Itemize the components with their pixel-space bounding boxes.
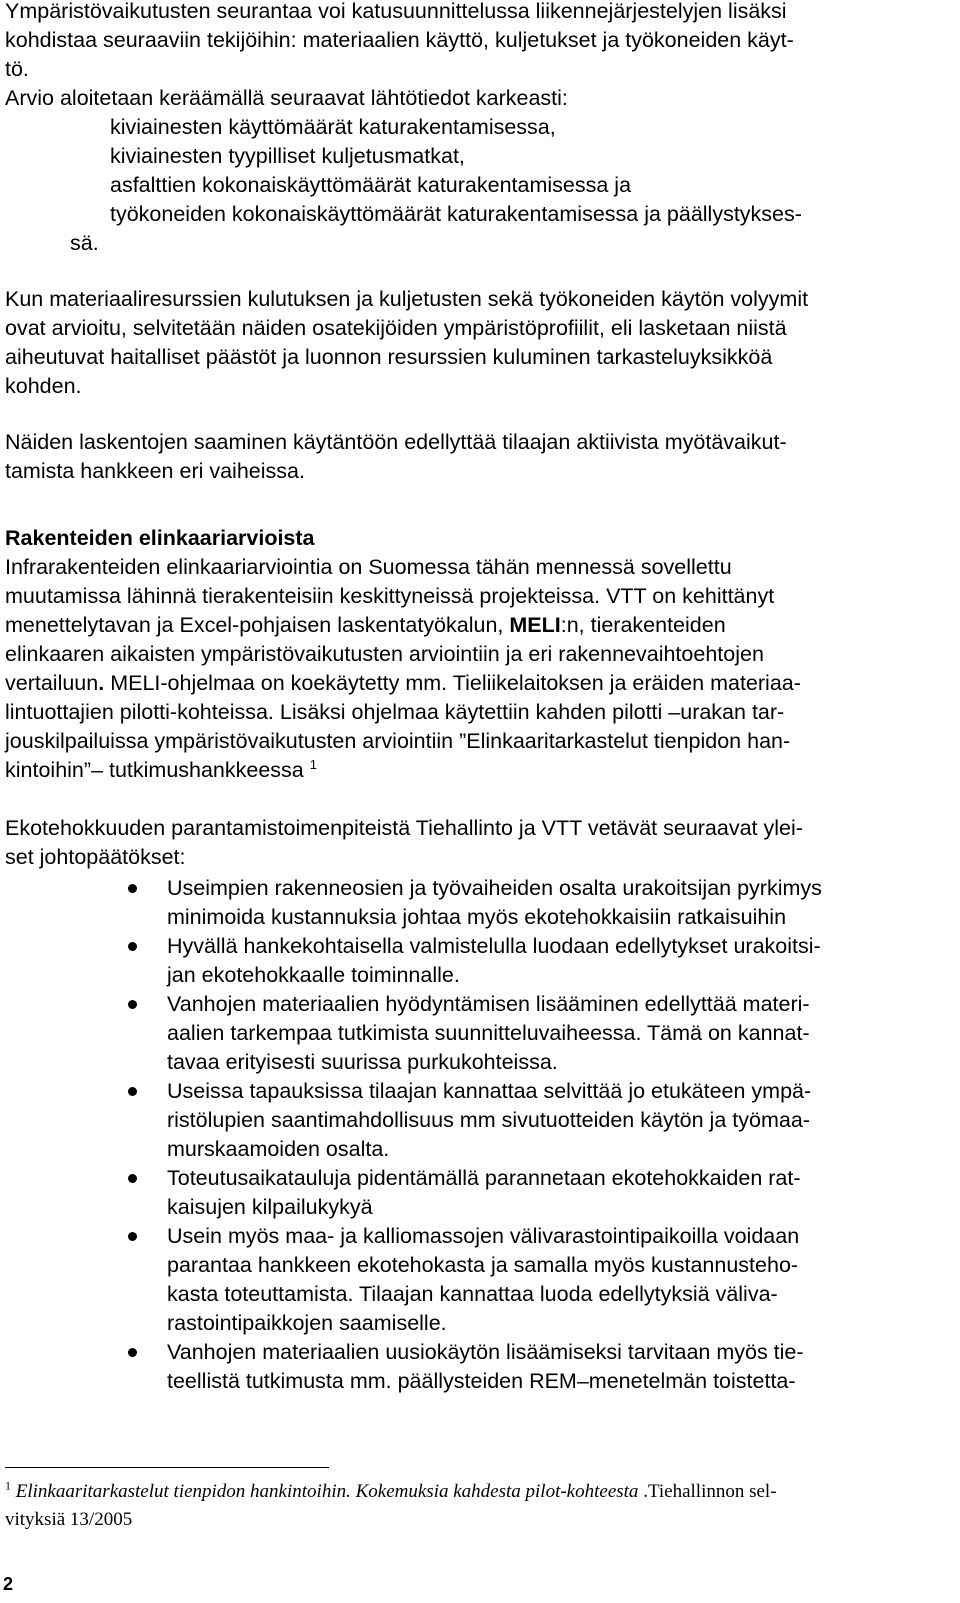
section-line: Infrarakenteiden elinkaariarviointia on Suomessa tähän mennessä sovellettu (5, 555, 732, 579)
footnote-title: Elinkaaritarkastelut tienpidon hankintoihin. Kokemuksia kahdesta pilot-kohteesta (15, 1481, 639, 1502)
inputs-list-item: työkoneiden kokonaiskäyttömäärät katurakentamisessa ja päällystykses- (110, 202, 802, 226)
bullet-icon (128, 884, 137, 893)
bullet-line: Vanhojen materiaalien uusiokäytön lisäämiseksi tarvitaan myös tie- (167, 1340, 804, 1364)
bullet-line: ristölupien saantimahdollisuus mm sivutuotteiden käytön ja työmaa- (167, 1108, 810, 1132)
footnote-rest: .Tiehallinnon sel- (638, 1481, 777, 1502)
para-client-line: tamista hankkeen eri vaiheissa. (5, 459, 305, 483)
intro-line-2: kohdistaa seuraaviin tekijöihin: materiaalien käyttö, kuljetukset ja työkoneiden käyt- (5, 28, 794, 52)
footnote (5, 1478, 940, 1534)
bullet-icon (128, 942, 137, 951)
section-text: MELI-ohjelmaa on koekäytetty mm. Tieliikelaitoksen ja eräiden materiaa- (104, 671, 801, 695)
bullet-line: jan ekotehokkaalle toiminnalle. (167, 963, 460, 987)
conclusion-bullet (0, 1222, 932, 1338)
bullet-line: Vanhojen materiaalien hyödyntämisen lisääminen edellyttää materi- (167, 992, 810, 1016)
conclusion-bullet (0, 1164, 932, 1222)
footnote-separator (5, 1467, 329, 1468)
bullet-line: kasta toteuttamista. Tilaajan kannattaa luoda edellytyksiä väliva- (167, 1282, 778, 1306)
bullet-line: Useimpien rakenneosien ja työvaiheiden osalta urakoitsijan pyrkimys (167, 876, 822, 900)
section-line: elinkaaren aikaisten ympäristövaikutusten arviointiin ja eri rakennevaihtoehtojen (5, 642, 764, 666)
bullet-icon (128, 1232, 137, 1241)
section-text: menettelytavan ja Excel-pohjaisen laskentatyökalun, (5, 613, 510, 637)
bullet-line: tavaa erityisesti suurissa purkukohteissa. (167, 1050, 558, 1074)
bullet-line: Hyvällä hankekohtaisella valmistelulla luodaan edellytykset urakoitsi- (167, 934, 821, 958)
conclusion-bullet (0, 874, 932, 932)
bullet-line: minimoida kustannuksia johtaa myös ekotehokkaisiin ratkaisuihin (167, 905, 787, 929)
bullet-line: teellistä tutkimusta mm. päällysteiden REM–menetelmän toistetta- (167, 1369, 796, 1393)
bullet-icon (128, 1087, 137, 1096)
bullet-line: aalien tarkempaa tutkimista suunnitteluvaiheessa. Tämä on kannat- (167, 1021, 810, 1045)
bullet-icon (128, 1174, 137, 1183)
bullet-icon (128, 1000, 137, 1009)
para-client-line: Näiden laskentojen saaminen käytäntöön edellyttää tilaajan aktiivista myötävaikut- (5, 430, 787, 454)
conclusions-bullet-list (0, 874, 960, 1396)
intro-line-1: Ympäristövaikutusten seurantaa voi katusuunnittelussa liikennejärjestelyjen lisäksi (5, 0, 787, 23)
bullet-line: murskaamoiden osalta. (167, 1137, 390, 1161)
bullet-line: rastointipaikkojen saamiselle. (167, 1311, 447, 1335)
section-line: muutamissa lähinnä tierakenteisiin keskittyneissä projekteissa. VTT on kehittänyt (5, 584, 775, 608)
conclusions-intro-line: Ekotehokkuuden parantamistoimenpiteistä Tiehallinto ja VTT vetävät seuraavat ylei- (5, 816, 803, 840)
bullet-line: parantaa hankkeen ekotehokasta ja samalla myös kustannusteho- (167, 1253, 799, 1277)
inputs-list-item-end: sä. (70, 231, 99, 255)
section-line-meli (5, 611, 940, 640)
inputs-list-item: kiviainesten tyypilliset kuljetusmatkat, (110, 144, 465, 168)
section-line: lintuottajien pilotti-kohteissa. Lisäksi ohjelmaa käytettiin kahden pilotti –urakan tar- (5, 700, 785, 724)
para-resources-line: Kun materiaaliresurssien kulutuksen ja kuljetusten sekä työkoneiden käytön volyymit (5, 287, 809, 311)
conclusions-intro-line: set johtopäätökset: (5, 845, 186, 869)
para-resources-line: ovat arvioitu, selvitetään näiden osatekijöiden ympäristöprofiilit, eli lasketaan niistä (5, 316, 787, 340)
section-heading: Rakenteiden elinkaariarvioista (5, 526, 315, 550)
conclusion-bullet (0, 932, 932, 990)
section-text: kintoihin”– tutkimushankkeessa (5, 758, 310, 782)
conclusion-bullet (0, 1338, 932, 1396)
intro-line-3: tö. (5, 57, 29, 81)
footnote-reference: 1 (309, 756, 317, 772)
conclusion-bullet (0, 990, 932, 1077)
inputs-list-item: kiviainesten käyttömäärät katurakentamisessa, (110, 115, 556, 139)
inputs-list-item: asfalttien kokonaiskäyttömäärät katurakentamisessa ja (110, 173, 632, 197)
intro-line-4: Arvio aloitetaan keräämällä seuraavat lähtötiedot karkeasti: (5, 86, 568, 110)
footnote-marker: 1 (5, 1478, 11, 1493)
section-line-footnote-ref (5, 756, 940, 785)
bullet-line: kaisujen kilpailukykyä (167, 1195, 373, 1219)
bullet-line: Useissa tapauksissa tilaajan kannattaa selvittää jo etukäteen ympä- (167, 1079, 812, 1103)
meli-name: MELI (509, 613, 561, 637)
section-text-bold-period: . (98, 671, 105, 695)
bullet-line: Usein myös maa- ja kalliomassojen välivarastointipaikoilla voidaan (167, 1224, 800, 1248)
para-resources-line: aiheutuvat haitalliset päästöt ja luonnon resurssien kuluminen tarkasteluyksikköä (5, 345, 773, 369)
conclusion-bullet (0, 1077, 932, 1164)
para-resources-line: kohden. (5, 374, 82, 398)
bullet-line: Toteutusaikatauluja pidentämällä parannetaan ekotehokkaiden rat- (167, 1166, 801, 1190)
section-text: vertailuun (5, 671, 99, 695)
section-line-comparison (5, 669, 940, 698)
page-number: 2 (3, 1574, 14, 1594)
bullet-icon (128, 1348, 137, 1357)
section-text: :n, tierakenteiden (560, 613, 726, 637)
section-line: jouskilpailuissa ympäristövaikutusten arviointiin ”Elinkaaritarkastelut tienpidon han- (5, 729, 791, 753)
footnote-rest: vityksiä 13/2005 (5, 1509, 133, 1530)
